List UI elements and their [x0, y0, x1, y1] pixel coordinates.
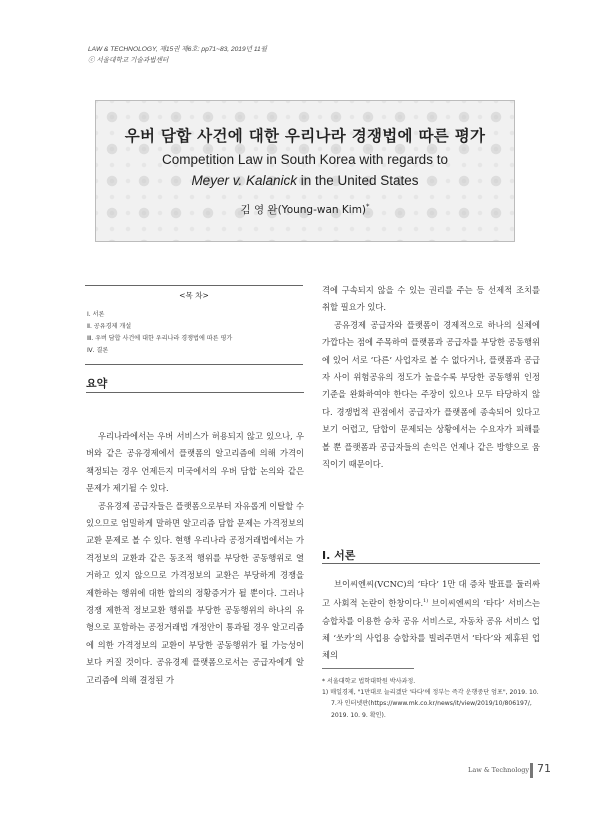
- toc-item[interactable]: Ⅲ. 우버 담합 사건에 대한 우리나라 경쟁법에 따른 평가: [87, 335, 233, 342]
- english-title-rest: in the United States: [296, 173, 419, 188]
- table-of-contents: [85, 285, 303, 365]
- introduction-paragraph: [322, 576, 540, 665]
- abstract-paragraph: 공유경제 공급자들은 플랫폼으로부터 자유롭게 이탈할 수 있으므로 엄밀하게 말하면 알고리즘 담합 문제는 가격정보의 교환 문제로 볼 수 있다. 현행 우리나라 공정거래법에서는 가격정보의 교환과 같은 동조적 행위를 부당한 공동행위로 열거하고 있지 않으므로 가격정보의 교환은 부당하게 경쟁을 제한하는 행위에 대한 합의의 정황증거가 될 뿐이다. 그러나 경쟁 제한적 정보교환 행위를 부당한 공동행위의 하나의 유형으로 포함하는 공정거래법 개정안이 통과될 경우 알고리즘에 의한 가격정보의 교환이 부당한 공동행위가 될 가능성이 보다 커질 것이다. 공유경제 플랫폼으로서는 공급자에게 알고리즘에 의해 결정된 가: [86, 500, 304, 685]
- footnote-1: 1) 매일경제, "1만대로 늘리겠단 '타다'에 정부는 즉각 운행중단 엄포", 2019. 10. 7.자 인터넷판(https://www.mk.co.kr/news/it/view/2019/10/806197/, 2019. 10. 9. 확인).: [322, 689, 539, 719]
- abstract-paragraph: 공유경제 공급자와 플랫폼이 경제적으로 하나의 실체에 가깝다는 점에 주목하여 플랫폼과 공급자를 부당한 공동행위에 있어 서로 ‘다른’ 사업자로 볼 수 없다거나, 플랫폼과 공급자 사이 위험공유의 정도가 높을수록 부당한 공동행위 인정 기준을 완화하여야 한다는 주장이 있으나 모두 타당하지 않다. 경쟁법적 관점에서 공급자가 플랫폼에 종속되어 있다고 보기 어렵고, 담합이 문제되는 상황에서는 수요자가 피해를 볼 뿐 플랫폼과 공급자들의 손익은 언제나 같은 방향으로 움직이기 때문이다.: [322, 319, 540, 470]
- abstract-body: [86, 428, 304, 689]
- abstract-continuation: 격에 구속되지 않을 수 있는 권리를 주는 등 선제적 조치를 취할 필요가 있다.: [322, 285, 540, 313]
- toc-title: <목 차>: [179, 291, 209, 300]
- page-number: 71: [537, 762, 551, 775]
- footnote-divider: [322, 668, 414, 669]
- english-title-line2: [96, 173, 514, 188]
- section-heading-introduction: Ⅰ. 서론: [322, 549, 356, 562]
- footnote-author: * 서울대학교 법학대학원 박사과정.: [322, 678, 416, 685]
- intro-text-1: 브이씨엔씨(VCNC)의 ‘타다’ 1만 대 증차 발표를 둘러싸고 사회적 논란이 한창이다.: [322, 579, 540, 609]
- introduction-body: [322, 576, 540, 665]
- author: [96, 202, 514, 217]
- copyright-line: ⓒ 서울대학교 기술과법센터: [88, 56, 169, 64]
- abstract-body-continued: [322, 282, 540, 473]
- case-name: Meyer v. Kalanick: [191, 173, 297, 188]
- journal-citation: LAW & TECHNOLOGY, 제15권 제6호: pp71~83, 2019년 11월: [88, 46, 268, 53]
- author-name: 김 영 완(Young-wan Kim): [240, 204, 367, 216]
- footnotes: [322, 676, 542, 721]
- heading-rule: [322, 563, 540, 564]
- footnote-reference[interactable]: 1): [423, 598, 429, 605]
- abstract-heading: 요약: [86, 377, 108, 390]
- journal-header: [88, 45, 267, 66]
- toc-item[interactable]: Ⅱ. 공유경제 개설: [87, 323, 132, 330]
- toc-item[interactable]: Ⅳ. 결론: [87, 347, 109, 354]
- page-footer: [468, 763, 558, 778]
- english-title-line1: Competition Law in South Korea with regards to: [162, 152, 448, 167]
- korean-title: 우버 담합 사건에 대한 우리나라 경쟁법에 따른 평가: [124, 127, 486, 145]
- abstract-paragraph: 우리나라에서는 우버 서비스가 허용되지 않고 있으나, 우버와 같은 공유경제에서 플랫폼의 알고리즘에 의해 가격이 책정되는 경우 언제든지 미국에서의 우버 담합 논의와 같은 문제가 제기될 수 있다.: [86, 431, 304, 494]
- heading-rule: [86, 392, 304, 393]
- intro-text-2: 브이씨엔씨의 ‘타다’ 서비스는 승합차를 이용한 승차 공유 서비스로, 자동차 공유 서비스 업체 ‘쏘카’의 사업용 승합차를 빌려주면서 ‘타다’와 제휴된 업체의: [322, 598, 540, 661]
- title-box: [95, 100, 515, 242]
- footer-bar: [530, 763, 533, 778]
- journal-name: Law & Technology: [468, 766, 530, 774]
- toc-item[interactable]: Ⅰ. 서론: [87, 311, 105, 318]
- author-footnote-mark: *: [366, 202, 370, 211]
